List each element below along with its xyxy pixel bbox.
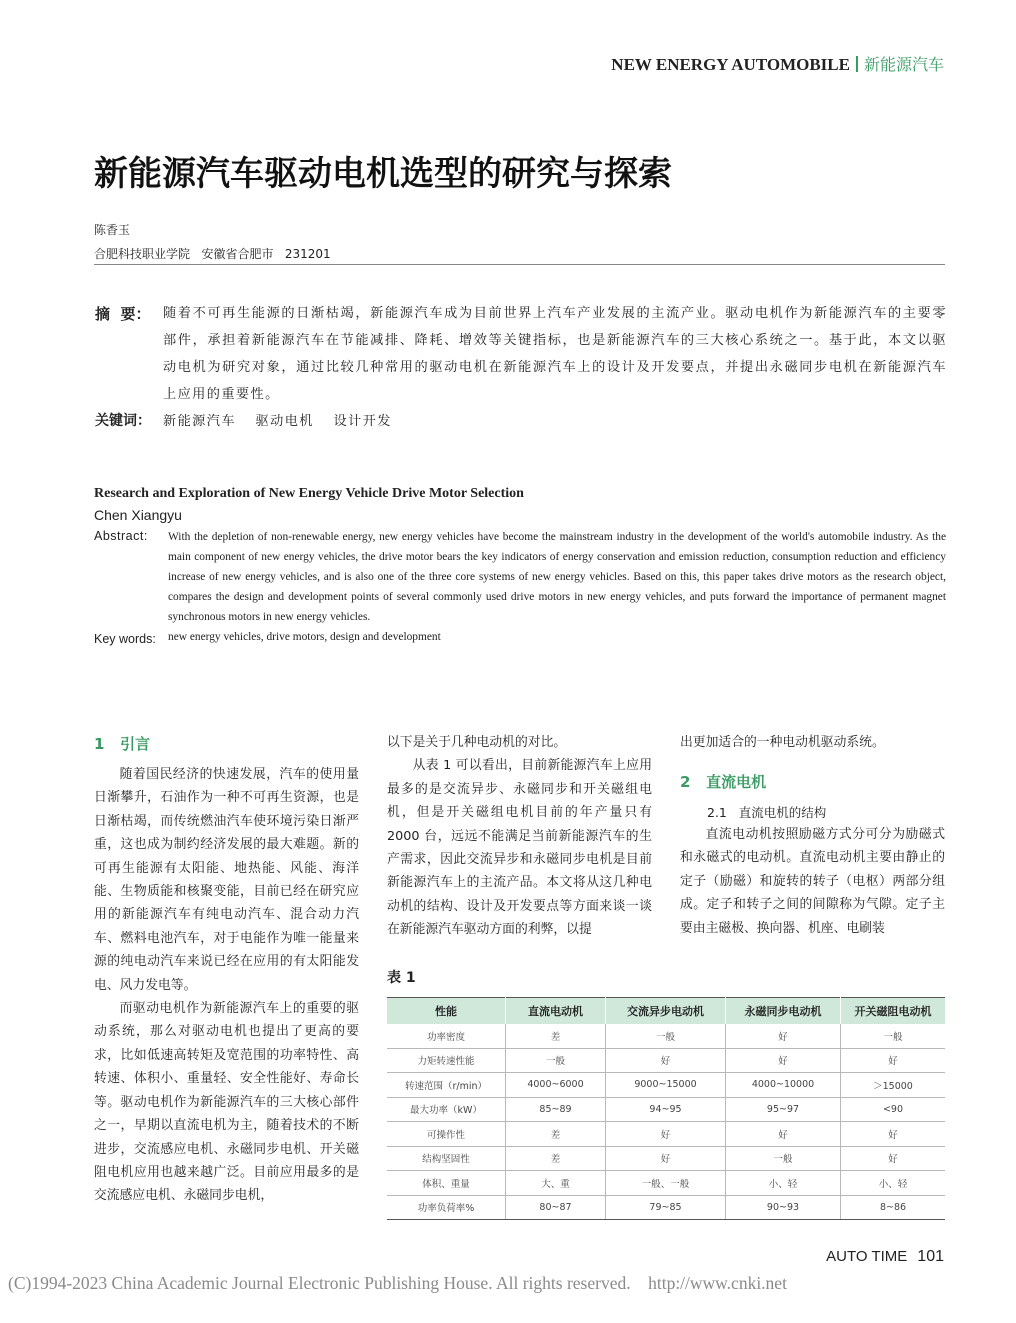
author-affiliation: 合肥科技职业学院 安徽省合肥市 231201 bbox=[94, 247, 331, 261]
table-caption: 表 1 bbox=[387, 970, 416, 986]
table-header-cell: 直流电动机 bbox=[506, 998, 606, 1025]
header-rule bbox=[94, 264, 945, 265]
table-cell: 功率密度 bbox=[387, 1024, 506, 1048]
journal-header bbox=[611, 52, 944, 75]
table-cell: 79~85 bbox=[606, 1195, 726, 1220]
table-row bbox=[387, 1146, 945, 1171]
header-divider bbox=[856, 56, 858, 72]
column-3 bbox=[680, 731, 945, 754]
table-cell: 好 bbox=[841, 1122, 946, 1147]
paragraph: 出更加适合的一种电动机驱动系统。 bbox=[680, 735, 885, 750]
table-cell: 一般 bbox=[506, 1048, 606, 1073]
table-cell: 差 bbox=[506, 1122, 606, 1147]
table-header-cell: 永磁同步电动机 bbox=[726, 998, 841, 1025]
abstract-text: 随着不可再生能源的日渐枯竭，新能源汽车成为目前世界上汽车产业发展的主流产业。驱动电机作为新能源汽车的主要零部件，承担着新能源汽车在节能减排、降耗、增效等关键指标，也是新能源汽车的三大核心系统之一。基于此，本文以驱动电机为研究对象，通过比较几种常用的驱动电机在新能源汽车上的设计及开发要点，并提出永磁同步电机在新能源汽车上应用的重要性。 bbox=[163, 306, 947, 402]
table-header-row bbox=[387, 998, 945, 1025]
table-cell: 90~93 bbox=[726, 1195, 841, 1220]
table-cell: 体积、重量 bbox=[387, 1171, 506, 1196]
table-cell: 好 bbox=[841, 1146, 946, 1171]
section-2-heading: 2 直流电机 bbox=[680, 773, 767, 791]
copyright-notice: (C)1994-2023 China Academic Journal Electronic Publishing House. All rights reserved. http://www.cnki.net bbox=[8, 1273, 787, 1293]
english-abstract-text: With the depletion of non-renewable energy, new energy vehicles have become the mainstream industry in the development of the world's automobile industry. As the main component of new energy vehicles, the drive motor bears the key indicators of energy conservation and emission reduction, consumption reduction and efficiency increase of new energy vehicles, and is also one of the three core systems of new energy vehicles. Based on this, this paper takes drive motors as the research object, compares the design and development points of several commonly used drive motors in new energy vehicles, and puts forward the importance of permanent magnet synchronous motors in new energy vehicles. bbox=[168, 531, 946, 623]
table-cell: 一般 bbox=[726, 1146, 841, 1171]
table-cell: 好 bbox=[606, 1048, 726, 1073]
table-cell: 力矩转速性能 bbox=[387, 1048, 506, 1073]
table-cell: <90 bbox=[841, 1097, 946, 1122]
keywords-text: 新能源汽车 驱动电机 设计开发 bbox=[163, 414, 392, 429]
section-1-heading: 1 引言 bbox=[94, 735, 151, 753]
table-cell: 差 bbox=[506, 1146, 606, 1171]
table-cell: 好 bbox=[606, 1146, 726, 1171]
table-row bbox=[387, 1171, 945, 1196]
table-header-cell: 开关磁阻电动机 bbox=[841, 998, 946, 1025]
table-cell: 小、轻 bbox=[726, 1171, 841, 1196]
table-row bbox=[387, 1048, 945, 1073]
table-row bbox=[387, 1122, 945, 1147]
table-cell: 一般 bbox=[841, 1024, 946, 1048]
footer-label: AUTO TIME bbox=[826, 1248, 908, 1265]
table-cell: 4000~10000 bbox=[726, 1073, 841, 1098]
table-cell: 94~95 bbox=[606, 1097, 726, 1122]
table-cell: 好 bbox=[726, 1048, 841, 1073]
table-cell: 好 bbox=[841, 1048, 946, 1073]
paragraph: 而驱动电机作为新能源汽车上的重要的驱动系统，那么对驱动电机也提出了更高的要求，比如低速高转矩及宽范围的功率特性、高转速、体积小、重量轻、安全性能好、寿命长等。驱动电机作为新能源汽车的三大核心部件之一，早期以直流电机为主，随着技术的不断进步，交流感应电机、永磁同步电机、开关磁阻电机应用也越来越广泛。目前应用最多的是交流感应电机、永磁同步电机， bbox=[94, 1001, 359, 1204]
table-cell: ＞15000 bbox=[841, 1073, 946, 1098]
table-cell: 好 bbox=[726, 1122, 841, 1147]
table-cell: 大、重 bbox=[506, 1171, 606, 1196]
table-cell: 最大功率（kW） bbox=[387, 1097, 506, 1122]
english-abstract-label: Abstract: bbox=[94, 529, 148, 543]
table-cell: 一般 bbox=[606, 1024, 726, 1048]
english-author: Chen Xiangyu bbox=[94, 507, 182, 523]
table-cell: 8~86 bbox=[841, 1195, 946, 1220]
abstract-label: 摘 要： bbox=[95, 305, 151, 323]
table-cell: 功率负荷率% bbox=[387, 1195, 506, 1220]
table-row bbox=[387, 1073, 945, 1098]
english-keywords-text: new energy vehicles, drive motors, design and development bbox=[168, 631, 441, 643]
table-cell: 95~97 bbox=[726, 1097, 841, 1122]
table-row bbox=[387, 1097, 945, 1122]
journal-name-en: NEW ENERGY AUTOMOBILE bbox=[611, 55, 850, 74]
table-row bbox=[387, 1024, 945, 1048]
column-2 bbox=[387, 731, 652, 942]
table-cell: 4000~6000 bbox=[506, 1073, 606, 1098]
comparison-table bbox=[387, 997, 945, 1220]
column-1 bbox=[94, 763, 359, 1208]
paragraph: 从表 1 可以看出，目前新能源汽车上应用最多的是交流异步、永磁同步和开关磁组电机，但是开关磁组电机目前的年产量只有 2000 台，远远不能满足当前新能源汽车的生产需求，因此交流异步和永磁同步电机是目前新能源汽车上的主流产品。本文将从这几种电动机的结构、设计及开发要点等方面来谈一谈在新能源汽车驱动方面的利弊，以提 bbox=[387, 758, 652, 938]
table-cell: 好 bbox=[606, 1122, 726, 1147]
table-row bbox=[387, 1195, 945, 1220]
table-header-cell: 性能 bbox=[435, 1005, 457, 1018]
keywords-label: 关键词： bbox=[95, 413, 151, 429]
english-keywords-label: Key words: bbox=[94, 632, 156, 646]
english-title: Research and Exploration of New Energy Vehicle Drive Motor Selection bbox=[94, 486, 524, 501]
article-title: 新能源汽车驱动电机选型的研究与探索 bbox=[94, 154, 672, 194]
paragraph: 随着国民经济的快速发展，汽车的使用量日渐攀升，石油作为一种不可再生资源，也是日渐枯竭，而传统燃油汽车使环境污染日渐严重，这也成为制约经济发展的最大难题。新的可再生能源有太阳能、地热能、风能、海洋能、生物质能和核聚变能，目前已经在研究应用的新能源汽车有纯电动汽车、混合动力汽车、燃料电池汽车，对于电能作为唯一能量来源的纯电动汽车来说已经在应用的有太阳能发电、风力发电等。 bbox=[94, 767, 359, 993]
page-footer bbox=[826, 1248, 944, 1266]
paragraph: 以下是关于几种电动机的对比。 bbox=[387, 735, 567, 750]
table-cell: 转速范围（r/min） bbox=[387, 1073, 506, 1098]
table-cell: 9000~15000 bbox=[606, 1073, 726, 1098]
table-cell: 小、轻 bbox=[841, 1171, 946, 1196]
journal-name-cn: 新能源汽车 bbox=[863, 55, 944, 74]
table-cell: 80~87 bbox=[506, 1195, 606, 1220]
subsection-2-1-heading: 2.1 直流电机的结构 bbox=[707, 805, 827, 820]
table-cell: 一般、一般 bbox=[606, 1171, 726, 1196]
table-cell: 好 bbox=[726, 1024, 841, 1048]
table-cell: 差 bbox=[506, 1024, 606, 1048]
table-cell: 结构坚固性 bbox=[387, 1146, 506, 1171]
table-cell: 85~89 bbox=[506, 1097, 606, 1122]
table-cell: 可操作性 bbox=[387, 1122, 506, 1147]
table-header-cell: 交流异步电动机 bbox=[606, 998, 726, 1025]
page-number: 101 bbox=[917, 1248, 944, 1265]
author-name: 陈香玉 bbox=[94, 223, 131, 237]
column-3-body bbox=[680, 823, 945, 940]
paragraph: 直流电动机按照励磁方式分可分为励磁式和永磁式的电动机。直流电动机主要由静止的定子（励磁）和旋转的转子（电枢）两部分组成。定子和转子之间的间隙称为气隙。定子主要由主磁极、换向器、机座、电刷装 bbox=[680, 827, 945, 936]
